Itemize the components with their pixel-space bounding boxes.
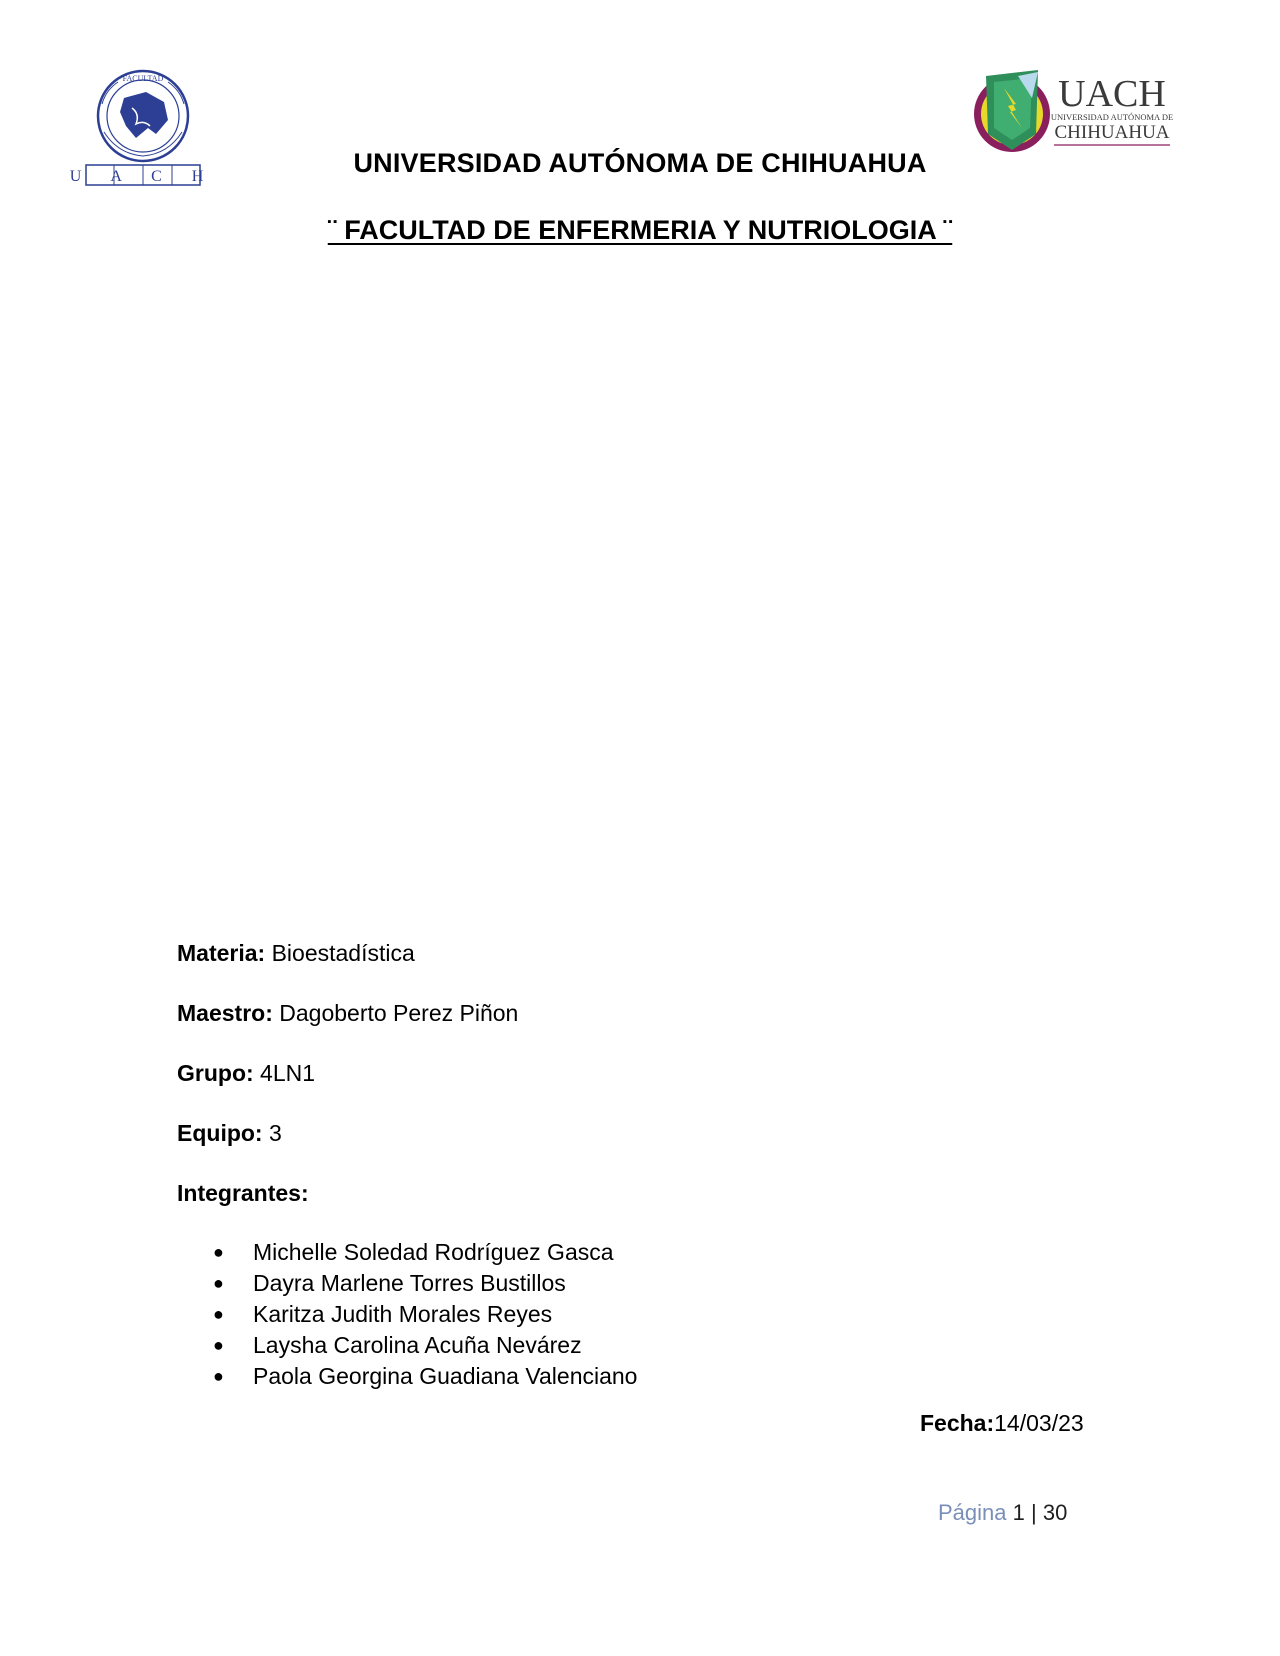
list-item [213,1237,637,1268]
list-item [213,1361,637,1392]
university-logo [972,68,1202,160]
university-logo-wordmark: UACH [1058,73,1166,115]
list-item [213,1268,637,1299]
faculty-title: ¨ FACULTAD DE ENFERMERIA Y NUTRIOLOGIA ¨ [327,215,953,245]
member-name: Karitza Judith Morales Reyes [253,1301,553,1327]
list-item [213,1299,637,1330]
materia-label: Materia: [177,940,266,966]
members-list [213,1237,637,1392]
faculty-logo-top-text: FACULTAD [122,74,164,83]
faculty-logo-uach-text: U A C H [69,168,217,185]
bullet-icon: ● [213,1304,224,1324]
bullet-icon: ● [213,1273,224,1293]
integrantes-label: Integrantes: [177,1180,309,1206]
university-seal-icon [972,68,1202,160]
page-total: 30 [1042,1500,1068,1525]
list-item [213,1330,637,1361]
page-word: Página [938,1500,1007,1525]
date-label: Fecha: [920,1410,995,1436]
bullet-icon: ● [213,1335,224,1355]
materia-value: Bioestadística [265,940,415,966]
member-name: Laysha Carolina Acuña Nevárez [253,1332,582,1358]
maestro-value: Dagoberto Perez Piñon [272,1000,519,1026]
grupo-value: 4LN1 [253,1060,316,1086]
university-logo-state: CHIHUAHUA [1054,122,1170,143]
bullet-icon: ● [213,1242,224,1262]
bullet-icon: ● [213,1366,224,1386]
grupo-line [177,1059,315,1087]
date-line [920,1410,1084,1437]
maestro-label: Maestro: [177,1000,273,1026]
member-name: Paola Georgina Guadiana Valenciano [253,1363,638,1389]
date-value: 14/03/23 [994,1410,1084,1436]
page-number [938,1500,1067,1526]
equipo-line [177,1119,282,1147]
maestro-line [177,999,518,1027]
page-separator: | [1031,1500,1037,1525]
university-title: UNIVERSIDAD AUTÓNOMA DE CHIHUAHUA [353,148,927,178]
equipo-label: Equipo: [177,1120,263,1146]
integrantes-line [177,1179,309,1207]
page-current: 1 [1012,1500,1025,1525]
materia-line [177,939,415,967]
university-logo-subtitle: UNIVERSIDAD AUTÓNOMA DE [1050,112,1174,122]
equipo-value: 3 [262,1120,282,1146]
member-name: Dayra Marlene Torres Bustillos [253,1270,566,1296]
grupo-label: Grupo: [177,1060,254,1086]
member-name: Michelle Soledad Rodríguez Gasca [253,1239,614,1265]
